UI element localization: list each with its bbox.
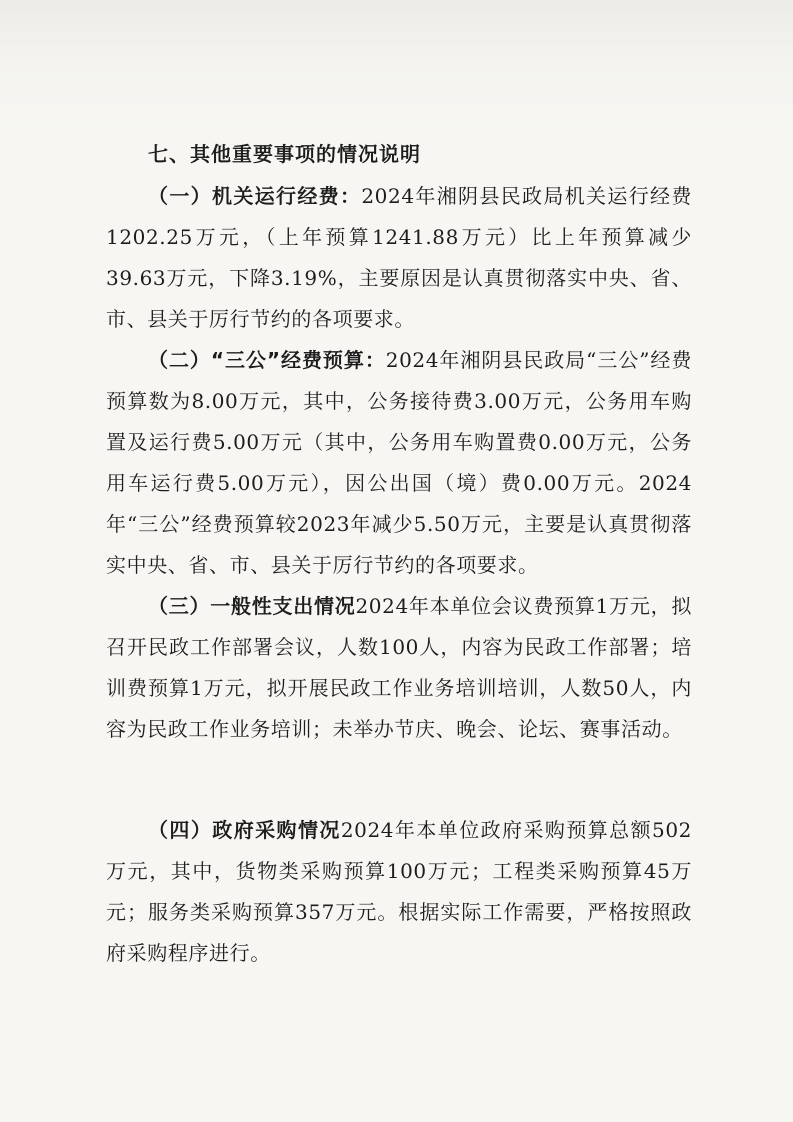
paragraph-lead: （三）一般性支出情况 bbox=[148, 594, 356, 618]
paragraph-general-expenditure bbox=[106, 586, 692, 750]
paragraph-operating-expenses bbox=[106, 176, 692, 340]
paragraph-body: 2024年本单位政府采购预算总额502万元，其中，货物类采购预算100万元；工程类采购预算45万元；服务类采购预算357万元。根据实际工作需要，严格按照政府采购程序进行。 bbox=[106, 818, 692, 965]
paragraph-body: 2024年湘阴县民政局机关运行经费1202.25万元，（上年预算1241.88万元）比上年预算减少39.63万元，下降3.19%，主要原因是认真贯彻落实中央、省、市、县关于厉行节约的各项要求。 bbox=[106, 184, 692, 331]
paragraph-three-public-expenses bbox=[106, 340, 692, 586]
paragraph-body: 2024年本单位会议费预算1万元，拟召开民政工作部署会议，人数100人，内容为民政工作部署；培训费预算1万元，拟开展民政工作业务培训培训，人数50人，内容为民政工作业务培训；未举办节庆、晚会、论坛、赛事活动。 bbox=[106, 594, 692, 741]
paragraph-body: 2024年湘阴县民政局“三公”经费预算数为8.00万元，其中，公务接待费3.00万元，公务用车购置及运行费5.00万元（其中，公务用车购置费0.00万元，公务用车运行费5.00万元），因公出国（境）费0.00万元。2024年“三公”经费预算较2023年减少5.50万元，主要是认真贯彻落实中央、省、市、县关于厉行节约的各项要求。 bbox=[106, 348, 692, 577]
paragraph-lead: （四）政府采购情况 bbox=[148, 818, 341, 842]
paragraph-lead: （一）机关运行经费： bbox=[148, 184, 362, 208]
section-title: 七、其他重要事项的情况说明 bbox=[148, 142, 421, 166]
paragraph-government-procurement bbox=[106, 810, 692, 974]
paragraph-lead: （二）“三公”经费预算： bbox=[148, 348, 386, 372]
